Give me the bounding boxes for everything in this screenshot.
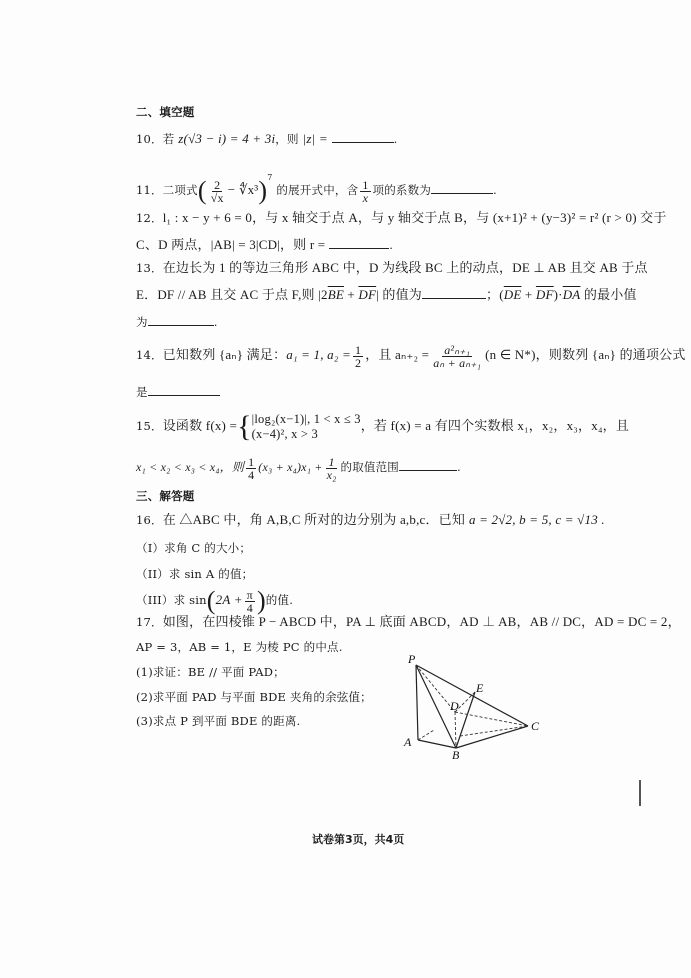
question-15-line1: 15．设函数 f(x) ={ |log₂(x−1)|, 1 < x ≤ 3 (x−4)², x > 3 ，若 f(x) = a 有四个实数根 x₁，x₂，x₃，x₄，且: [136, 410, 630, 443]
question-12-line2: C、D 两点，|AB| = 3|CD|，则 r = .: [136, 237, 394, 252]
question-17-part1: (1)求证：BE // 平面 PAD；: [136, 665, 285, 679]
answer-blank-13b[interactable]: [148, 313, 214, 326]
scan-artifact-line: [639, 780, 641, 806]
answer-blank-11[interactable]: [431, 181, 493, 194]
answer-blank-10[interactable]: [332, 130, 394, 143]
question-16-part1: （I）求角 C 的大小；: [136, 541, 252, 555]
label-C: C: [531, 719, 540, 733]
question-16-stem: 16．在 △ABC 中，角 A,B,C 所对的边分别为 a,b,c．已知 a = 2√2, b = 5, c = √13 .: [136, 512, 605, 527]
question-12-line1: 12．l₁ : x − y + 6 = 0，与 x 轴交于点 A，与 y 轴交于点 B，与 (x+1)² + (y−3)² = r² (r > 0) 交于: [136, 210, 667, 225]
label-E: E: [476, 681, 484, 695]
question-10: 10．若 z(√3 − i) = 4 + 3i，则 |z| = .: [136, 131, 398, 146]
answer-blank-14[interactable]: [148, 383, 220, 396]
question-13-line1: 13．在边长为 1 的等边三角形 ABC 中，D 为线段 BC 上的动点，DE ⊥ AB 且交 AB 于点: [136, 260, 648, 275]
question-13-line2: E．DF // AB 且交 AC 于点 F,则 $|2\overline{BE} + \overline{DF}|$ 的值为 ；$(\overline{DE} + \overline{DF})\cdot\overline{DA}$ 的最小值: [136, 287, 637, 302]
page-footer: 试卷第3页，共4页: [312, 833, 405, 846]
question-16-part3: （III）求 sin(2A + $\frac{\pi}{4}$ )的值.: [136, 586, 294, 615]
question-17-line2: AP = 3，AB = 1，E 为棱 PC 的中点.: [136, 640, 343, 654]
question-11: 11．二项式( $\frac{2}{√x}$ − ∜x³)$^7$ 的展开式中，含 $\frac{1}{x}$ 项的系数为 .: [136, 173, 497, 205]
section-title-fill-in: 二、填空题: [136, 105, 195, 119]
question-17-line1: 17．如图，在四棱锥 P − ABCD 中，PA ⊥ 底面 ABCD，AD ⊥ AB，AB // DC，AD = DC = 2，: [136, 614, 681, 629]
answer-blank-13a[interactable]: [422, 286, 486, 299]
section-title-answer: 三、解答题: [136, 489, 195, 503]
question-17-part3: (3)求点 P 到平面 BDE 的距离.: [136, 714, 301, 728]
question-15-line2: x₁ < x₂ < x₃ < x₄，则 $\frac{1}{4}$ (x₃ + x₄)x₁ + $\frac{1}{\text{x₂}}$ 的取值范围 .: [136, 454, 461, 482]
question-14-line1: 14．已知数列 {aₙ} 满足：a₁ = 1, a₂ = $\frac{1}{2}$ ，且 aₙ₊₂ = $\frac{\text{a²ₙ₊₁}}{\text{aₙ + aₙ₊₁}}$ (n ∈ N*)，则数列 {aₙ} 的通项公式: [136, 342, 686, 370]
question-13-line3: 为 .: [136, 315, 218, 329]
question-14-line2: 是: [136, 383, 220, 400]
label-B: B: [452, 748, 460, 760]
label-P: P: [408, 652, 416, 666]
answer-blank-15[interactable]: [399, 458, 457, 471]
question-17-part2: (2)求平面 PAD 与平面 BDE 夹角的余弦值；: [136, 690, 372, 704]
answer-blank-12[interactable]: [329, 236, 389, 249]
question-16-part2: （II）求 sin A 的值；: [136, 567, 254, 581]
label-A: A: [404, 735, 412, 749]
label-D: D: [450, 699, 459, 713]
fraction: $\frac{2}{√x}$: [210, 177, 224, 205]
pyramid-figure: [400, 650, 560, 760]
